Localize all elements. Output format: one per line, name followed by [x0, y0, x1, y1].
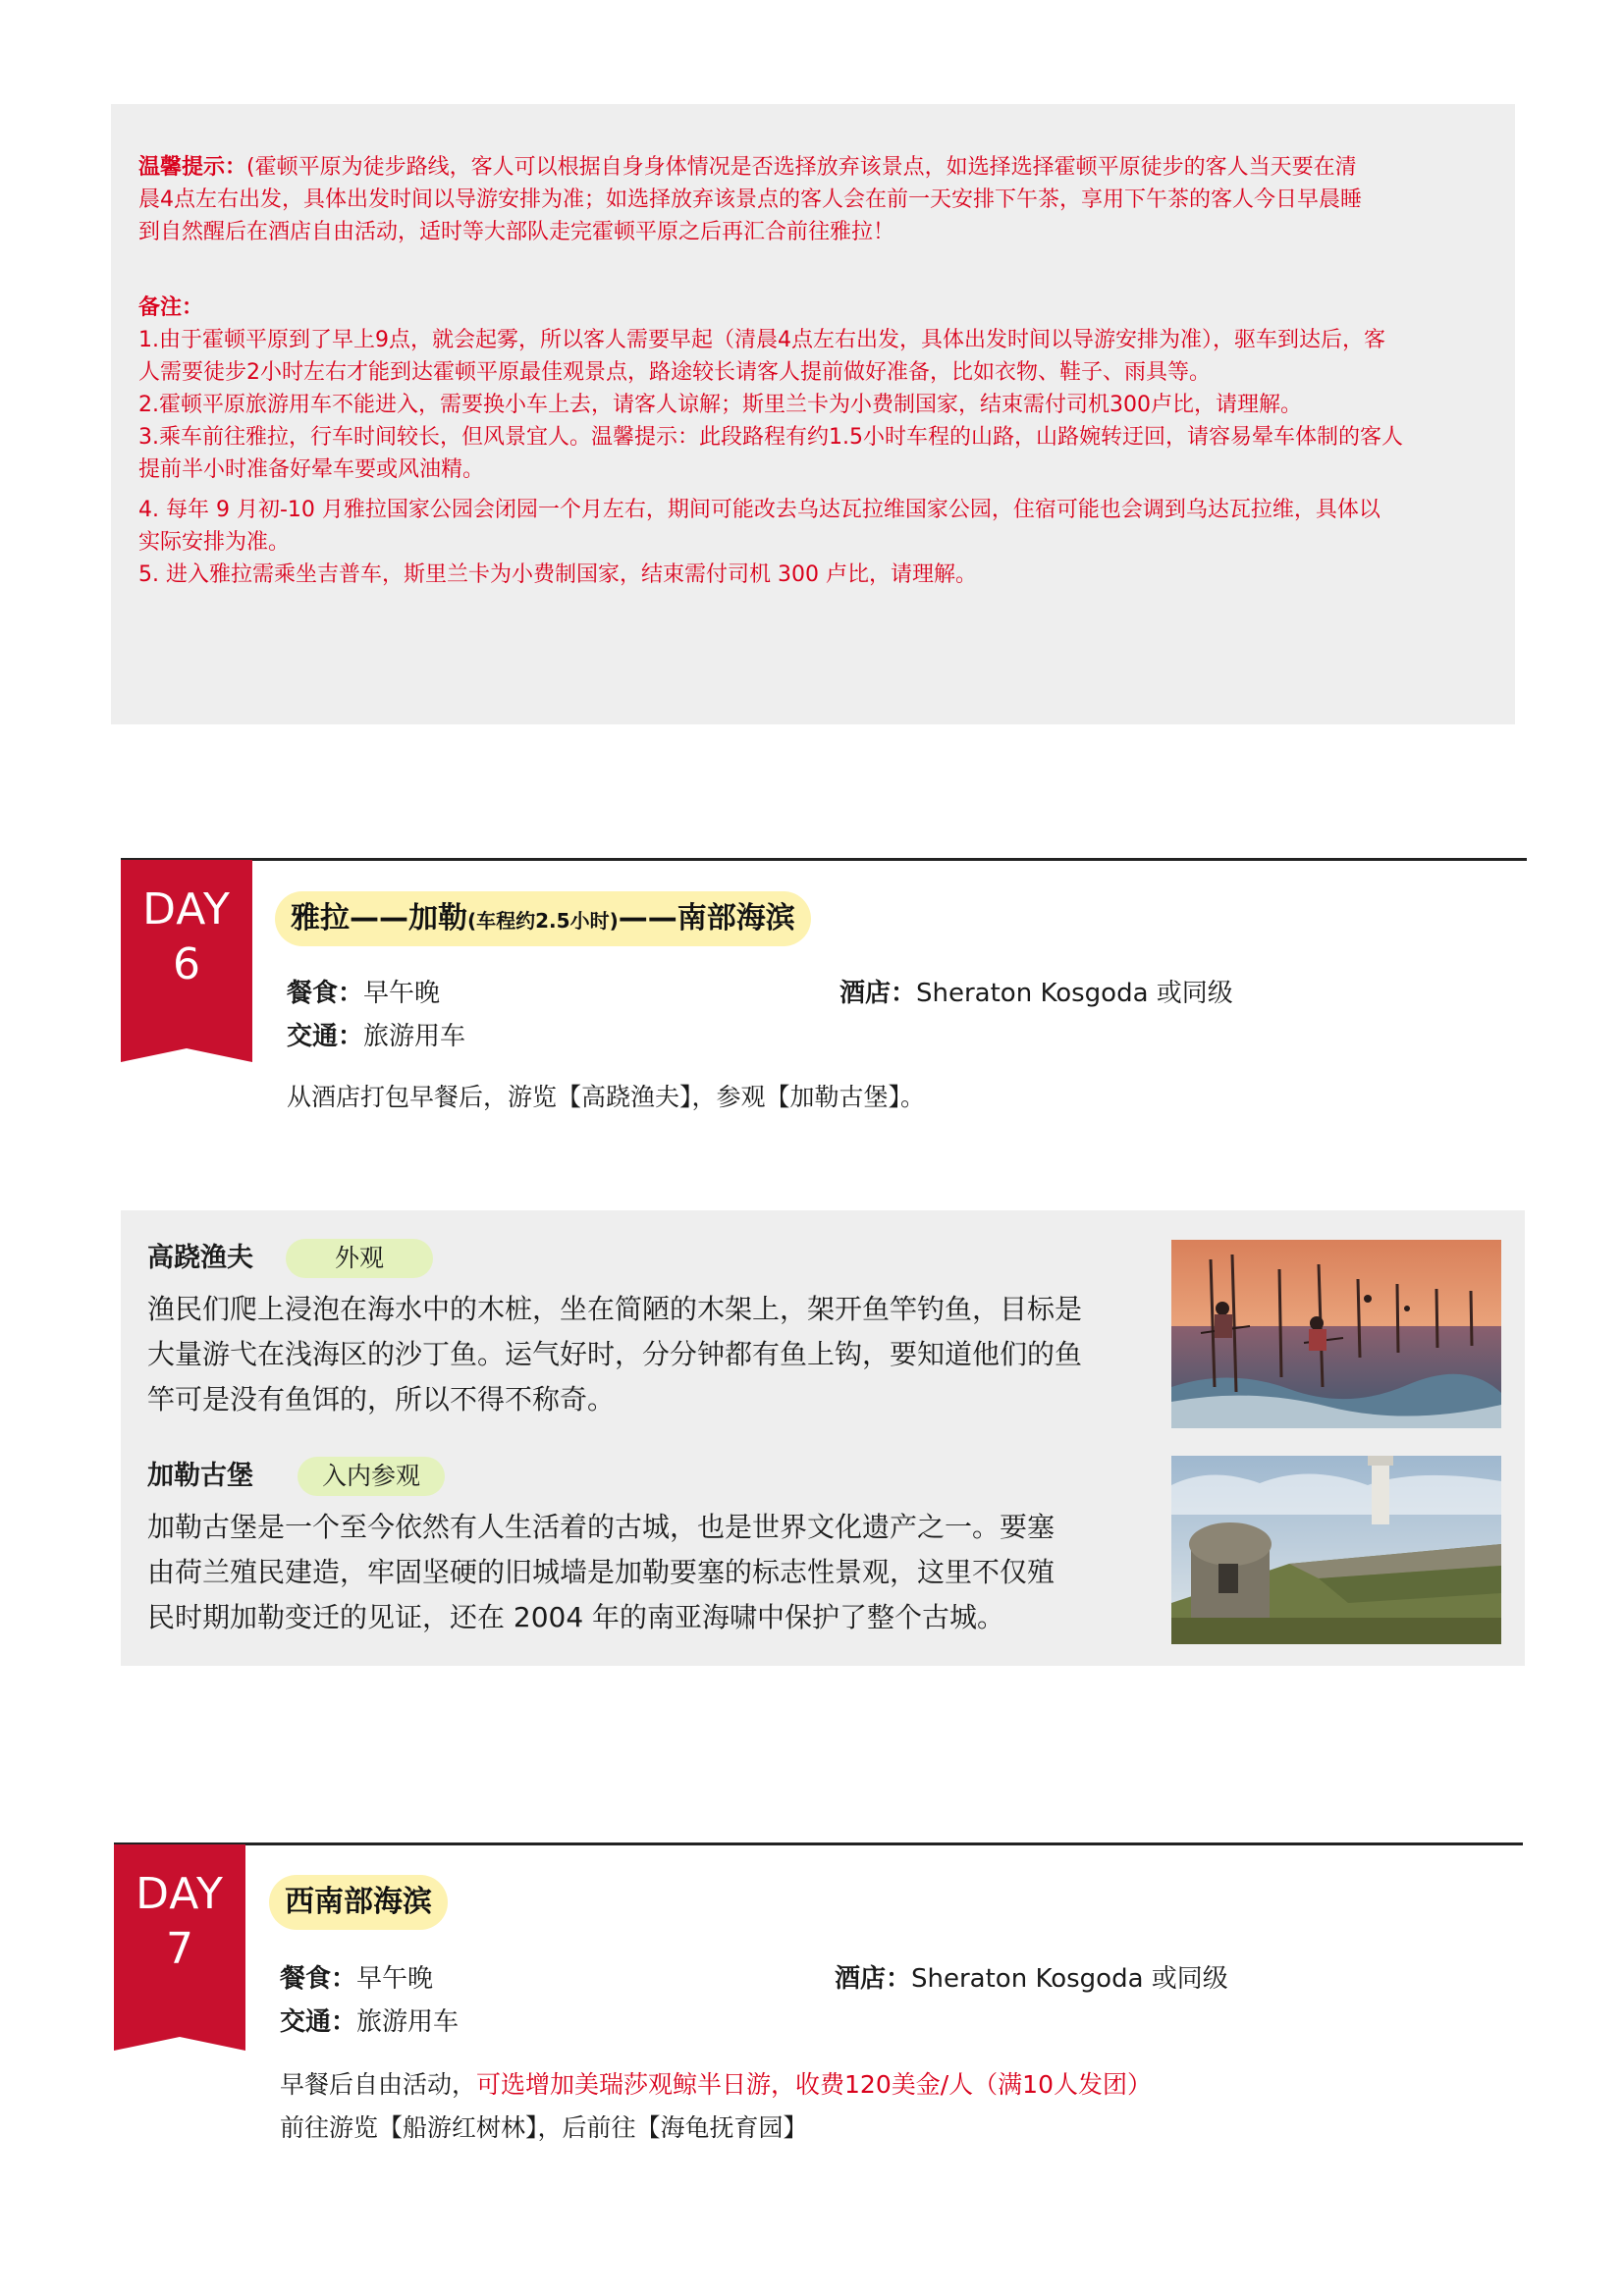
sight-tag-interior: 入内参观	[298, 1457, 445, 1496]
meal-label: 餐食：	[287, 979, 364, 1008]
warm-tip	[138, 151, 1488, 248]
day7-description	[280, 2063, 1152, 2107]
day7-desc-prefix: 早餐后自由活动，	[280, 2070, 477, 2099]
sight-tag-exterior: 外观	[286, 1239, 433, 1278]
day7-meal	[280, 1957, 433, 2001]
sight-desc-line: 加勒古堡是一个至今依然有人生活着的古城，也是世界文化遗产之一。要塞	[147, 1511, 1056, 1543]
remark-line: 2.霍顿平原旅游用车不能进入，需要换小车上去，请客人谅解；斯里兰卡为小费制国家，结束需付司机300卢比，请理解。	[138, 393, 1302, 417]
day7-desc-optional: 可选增加美瑞莎观鲸半日游，收费120美金/人（满10人发团）	[476, 2070, 1152, 2099]
galle-fort-photo	[1171, 1456, 1501, 1644]
day7-transport	[280, 2001, 459, 2044]
remark-line: 人需要徒步2小时左右才能到达霍顿平原最佳观景点，路途较长请客人提前做好准备，比如衣物、鞋子、雨具等。	[138, 360, 1212, 385]
sight-desc-line: 民时期加勒变迁的见证，还在 2004 年的南亚海啸中保护了整个古城。	[147, 1601, 1005, 1633]
remark-line: 4. 每年 9 月初-10 月雅拉国家公园会闭园一个月左右，期间可能改去乌达瓦拉维国家公园，住宿可能也会调到乌达瓦拉维，具体以	[138, 498, 1380, 522]
meal-value: 早午晚	[363, 979, 441, 1008]
transport-value: 旅游用车	[356, 2007, 460, 2037]
meal-label: 餐食：	[280, 1964, 357, 1994]
day6-hotel	[839, 972, 1233, 1015]
day-label: DAY	[142, 884, 231, 934]
sights-panel	[121, 1210, 1525, 1666]
ribbon-tail-icon	[121, 1041, 252, 1064]
remark-line: 提前半小时准备好晕车要或风油精。	[138, 457, 485, 482]
day6-title-small: (车程约2.5小时)	[467, 909, 619, 933]
day-number: 6	[173, 939, 200, 989]
day6-description: 从酒店打包早餐后，游览【高跷渔夫】，参观【加勒古堡】。	[287, 1083, 926, 1111]
day7-description-line2: 前往游览【船游红树林】，后前往【海龟抚育园】	[280, 2113, 808, 2142]
day7-hotel	[835, 1957, 1228, 2001]
day6-meal	[287, 972, 440, 1015]
day7-divider	[114, 1842, 1523, 1845]
day6-transport	[287, 1015, 465, 1058]
day6-title	[275, 891, 811, 946]
transport-value: 旅游用车	[363, 1022, 466, 1051]
sight-desc-galle-fort	[147, 1505, 1149, 1640]
notice-panel	[111, 104, 1515, 724]
meal-value: 早午晚	[356, 1964, 434, 1994]
sight-desc-line: 竿可是没有鱼饵的，所以不得不称奇。	[147, 1383, 616, 1415]
sight-desc-line: 渔民们爬上浸泡在海水中的木桩，坐在简陋的木架上，架开鱼竿钓鱼，目标是	[147, 1293, 1083, 1325]
hotel-label: 酒店：	[839, 979, 917, 1008]
day6-title-main: 雅拉——加勒	[291, 901, 467, 935]
sight-title-stilt-fishermen: 高跷渔夫	[147, 1243, 253, 1273]
stilt-fishermen-photo	[1171, 1240, 1501, 1428]
day6-ribbon	[121, 860, 252, 1042]
day7-title: 西南部海滨	[269, 1875, 448, 1930]
day6-title-end: ——南部海滨	[618, 901, 795, 935]
stilt-fishermen-image-icon	[1171, 1240, 1501, 1428]
tip-line: (霍顿平原为徒步路线，客人可以根据自身身体情况是否选择放弃该景点，如选择选择霍顿平原徒步的客人当天要在清	[246, 155, 1357, 180]
tip-label: 温馨提示：	[138, 155, 247, 180]
tip-line: 到自然醒后在酒店自由活动，适时等大部队走完霍顿平原之后再汇合前往雅拉！	[138, 220, 895, 244]
hotel-value: Sheraton Kosgoda 或同级	[911, 1964, 1228, 1994]
galle-fort-image-icon	[1171, 1456, 1501, 1644]
tip-line: 晨4点左右出发，具体出发时间以导游安排为准；如选择放弃该景点的客人会在前一天安排下午茶，享用下午茶的客人今日早晨睡	[138, 187, 1363, 212]
remark-line: 1.由于霍顿平原到了早上9点，就会起雾，所以客人需要早起（清晨4点左右出发，具体出发时间以导游安排为准），驱车到达后，客	[138, 328, 1385, 352]
hotel-label: 酒店：	[835, 1964, 912, 1994]
transport-label: 交通：	[287, 1022, 364, 1051]
day6-divider	[121, 858, 1527, 861]
day-label: DAY	[135, 1869, 224, 1919]
sight-desc-line: 大量游弋在浅海区的沙丁鱼。运气好时，分分钟都有鱼上钩，要知道他们的鱼	[147, 1338, 1083, 1370]
transport-label: 交通：	[280, 2007, 357, 2037]
ribbon-tail-icon	[114, 2029, 245, 2053]
hotel-value: Sheraton Kosgoda 或同级	[916, 979, 1233, 1008]
remark-line: 实际安排为准。	[138, 530, 291, 555]
remark-line: 3.乘车前往雅拉，行车时间较长，但风景宜人。温馨提示：此段路程有约1.5小时车程的山路，山路婉转迂回，请容易晕车体制的客人	[138, 425, 1403, 450]
remark-line: 5. 进入雅拉需乘坐吉普车，斯里兰卡为小费制国家，结束需付司机 300 卢比，请理解。	[138, 562, 977, 587]
remarks-title: 备注：	[138, 295, 204, 320]
sight-title-galle-fort: 加勒古堡	[147, 1461, 253, 1491]
sight-desc-line: 由荷兰殖民建造，牢固坚硬的旧城墙是加勒要塞的标志性景观，这里不仅殖	[147, 1556, 1056, 1588]
sight-desc-stilt-fishermen	[147, 1287, 1149, 1422]
day-number: 7	[166, 1924, 193, 1974]
day7-ribbon	[114, 1844, 245, 2031]
